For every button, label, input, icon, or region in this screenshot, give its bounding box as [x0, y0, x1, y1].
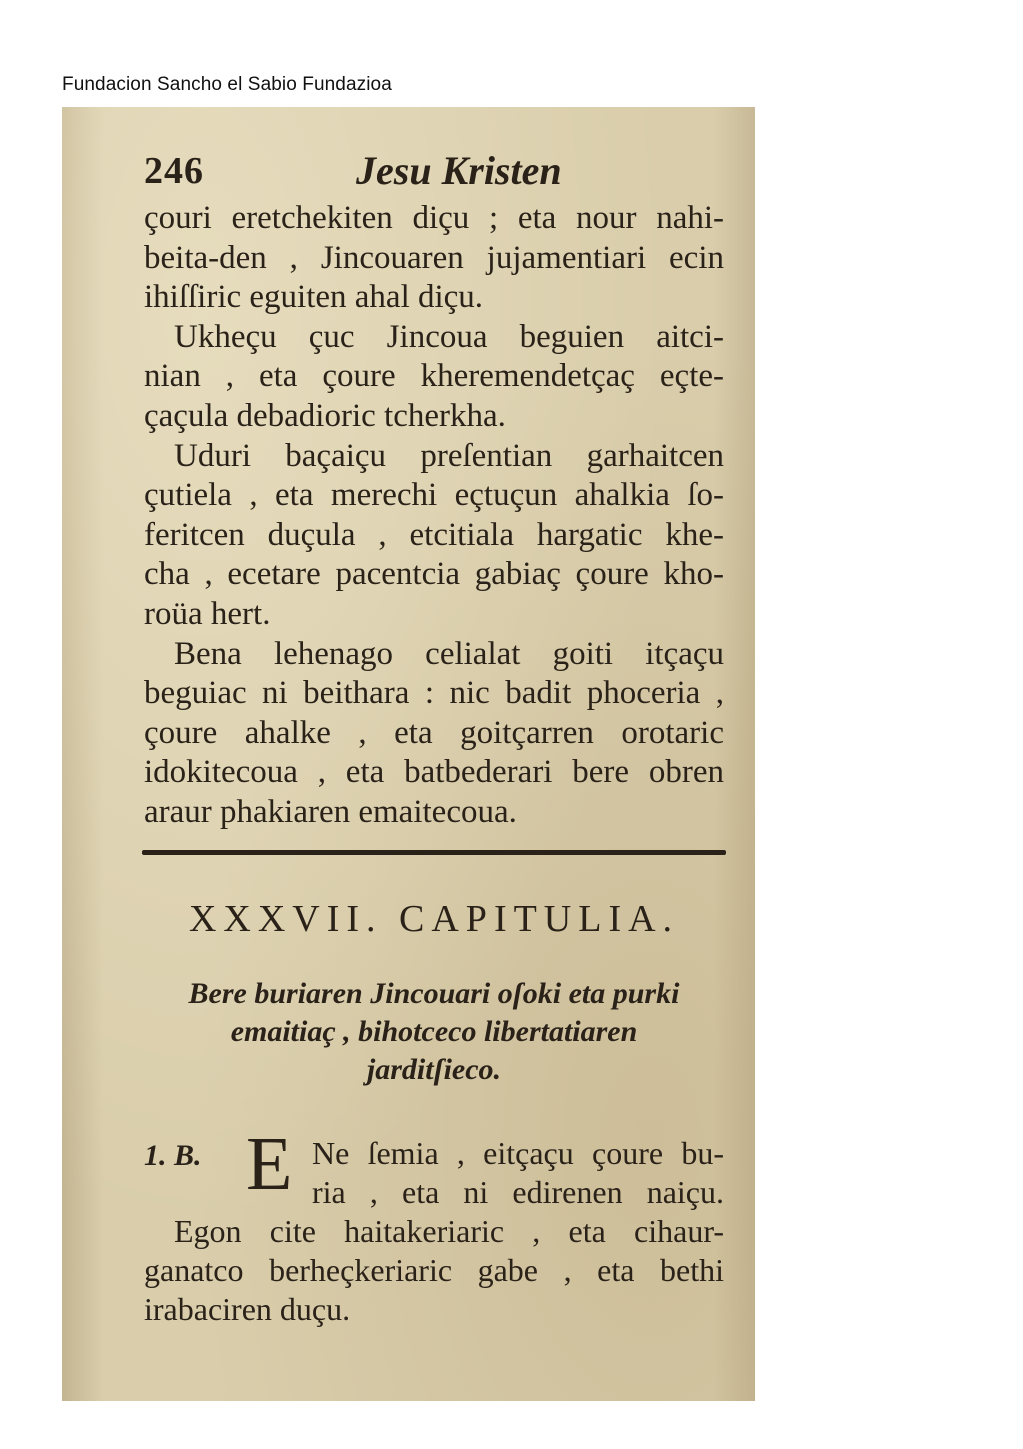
body-line: Ukheçu çuc Jincoua beguien aitci-	[174, 318, 724, 355]
body-line: çaçula debadioric tcherkha.	[144, 397, 506, 434]
body-line: çouri eretchekiten diçu ; eta nour nahi-	[144, 200, 724, 236]
body-line: araur phakiaren emaitecoua.	[144, 793, 517, 830]
verse-line: irabaciren duçu.	[144, 1291, 351, 1327]
verse-line: Ne ſemia , eitçaçu çoure bu-	[312, 1135, 724, 1171]
source-header: Fundacion Sancho el Sabio Fundazioa	[62, 74, 392, 95]
body-line: beguiac ni beithara : nic badit phoceria ,	[144, 675, 724, 712]
verse-line: ganatco berheçkeriaric gabe , eta bethi	[144, 1252, 724, 1288]
running-title: Jesu Kristen	[356, 148, 562, 193]
body-line: cha , ecetare pacentcia gabiaç çoure kho-	[144, 556, 724, 593]
chapter-summary-line: jarditſieco.	[366, 1053, 502, 1086]
section-divider-rule	[142, 850, 726, 855]
scanned-book-page	[62, 107, 755, 1401]
chapter-summary-line: emaitiaç , bihotceco libertatiaren	[230, 1015, 638, 1048]
body-line: çutiela , eta merechi eçtuçun ahalkia ſo-	[144, 477, 724, 514]
chapter-summary-line: Bere buriaren Jincouari oſoki eta purki	[188, 977, 680, 1010]
body-line: feritcen duçula , etcitiala hargatic khe-	[144, 516, 724, 553]
body-line: çoure ahalke , eta goitçarren orotaric	[144, 714, 724, 751]
body-line: nian , eta çoure kheremendetçaç eçte-	[144, 358, 724, 395]
drop-cap: E	[246, 1122, 293, 1206]
body-line: roüa hert.	[144, 595, 271, 632]
verse-line: Egon cite haitakeriaric , eta cihaur-	[174, 1213, 724, 1249]
verse-label: 1. B.	[144, 1139, 202, 1172]
body-line: ihiſſiric eguiten ahal diçu.	[144, 279, 484, 316]
verse-line: ria , eta ni edirenen naiçu.	[312, 1174, 724, 1210]
running-head	[144, 149, 664, 199]
body-line: Bena lehenago celialat goiti itçaçu	[174, 635, 724, 672]
body-line: idokitecoua , eta batbederari bere obren	[144, 754, 724, 791]
body-line: Uduri baçaiçu preſentian garhaitcen	[174, 437, 724, 474]
page-number: 246	[144, 150, 204, 192]
chapter-heading: XXXVII. CAPITULIA.	[188, 898, 680, 940]
chapter-summary	[142, 975, 726, 1089]
body-line: beita-den , Jincouaren jujamentiari ecin	[144, 239, 724, 276]
body-text	[144, 199, 724, 833]
